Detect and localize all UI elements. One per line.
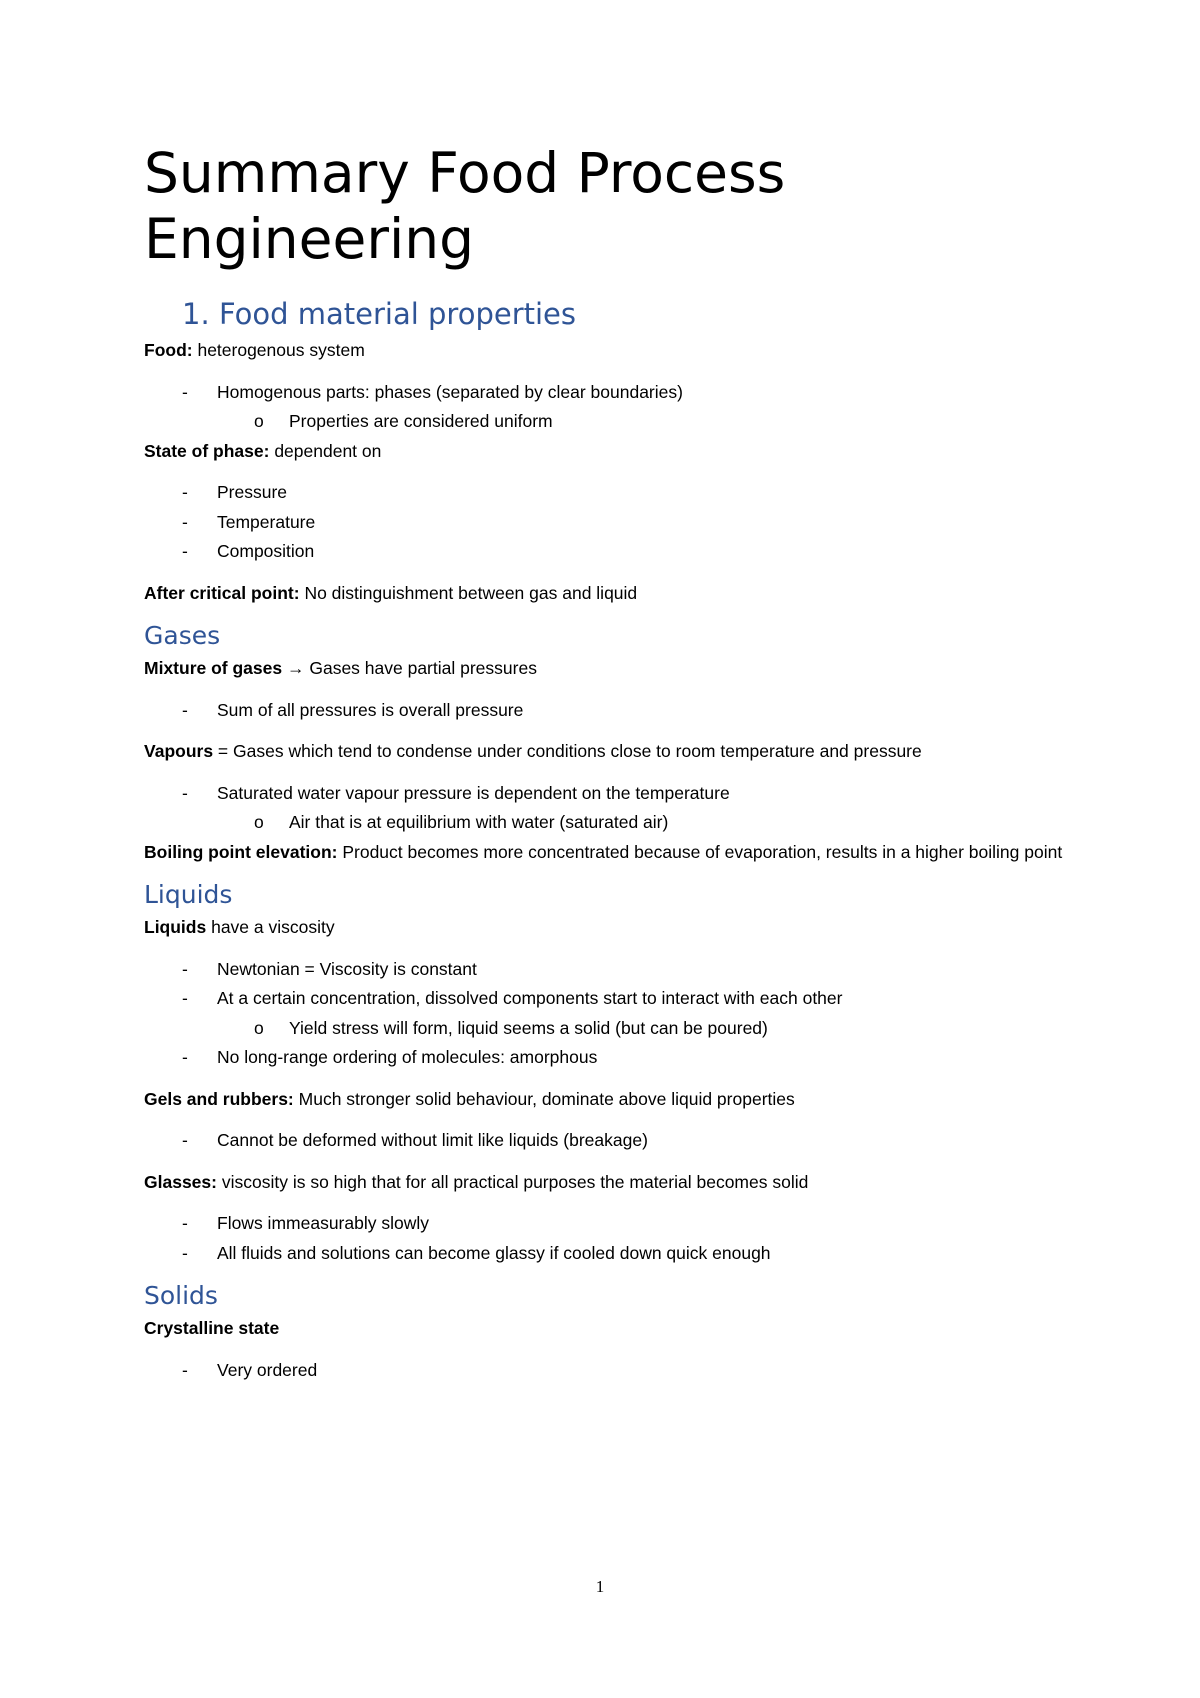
gels-paragraph xyxy=(144,1085,1064,1115)
sub-list-item xyxy=(144,808,1064,838)
section-heading-1 xyxy=(182,296,1064,332)
state-term: State of phase: xyxy=(144,440,270,461)
liquids-paragraph xyxy=(144,913,1064,943)
list-item xyxy=(144,1043,1064,1073)
food-term: Food: xyxy=(144,340,193,360)
list-item xyxy=(144,378,1064,408)
liquids-sublist xyxy=(144,1014,1064,1044)
dash-bullet: - xyxy=(182,541,188,561)
gels-text: Much stronger solid behaviour, dominate above liquid properties xyxy=(293,1088,795,1109)
liquids-list-b xyxy=(144,1043,1064,1073)
list-item-text: Very ordered xyxy=(217,1359,318,1380)
list-item xyxy=(144,984,1064,1014)
dash-bullet: - xyxy=(182,1130,188,1150)
mixture-term: Mixture of gases xyxy=(144,658,283,678)
gases-heading: Gases xyxy=(144,621,221,650)
list-item xyxy=(144,696,1064,726)
solids-heading: Solids xyxy=(144,1281,218,1310)
list-item xyxy=(144,779,1064,809)
page-number: 1 xyxy=(595,1577,605,1596)
glasses-list xyxy=(144,1209,1064,1268)
vapours-sublist xyxy=(144,808,1064,838)
circle-bullet: o xyxy=(254,411,264,431)
list-item-text: No long-range ordering of molecules: amorphous xyxy=(217,1047,598,1067)
list-item xyxy=(144,955,1064,985)
section-label: Food material properties xyxy=(219,297,577,331)
liquids-heading: Liquids xyxy=(144,880,233,909)
mixture-list xyxy=(144,696,1064,726)
boiling-paragraph xyxy=(144,838,1064,868)
mixture-text: Gases have partial pressures xyxy=(304,658,537,678)
vapours-text: = Gases which tend to condense under conditions close to room temperature and pressure xyxy=(213,741,922,761)
dash-bullet: - xyxy=(182,1047,188,1067)
list-item-text: Newtonian = Viscosity is constant xyxy=(217,958,477,979)
gels-list xyxy=(144,1126,1064,1156)
dash-bullet: - xyxy=(182,511,188,532)
critical-text: No distinguishment between gas and liquid xyxy=(299,582,638,603)
dash-bullet: - xyxy=(182,1359,188,1380)
dash-bullet: - xyxy=(182,381,188,402)
sub-list-item xyxy=(144,407,1064,437)
vapours-term: Vapours xyxy=(144,741,214,761)
dash-bullet: - xyxy=(182,699,188,720)
circle-bullet: o xyxy=(254,812,264,832)
list-item xyxy=(144,537,1064,567)
glasses-paragraph xyxy=(144,1168,1064,1198)
food-paragraph xyxy=(144,336,1064,366)
title-line-1: Summary Food Process xyxy=(144,141,786,205)
glasses-text: viscosity is so high that for all practical purposes the material becomes solid xyxy=(216,1171,809,1192)
list-item xyxy=(144,508,1064,538)
state-paragraph xyxy=(144,437,1064,467)
vapours-paragraph xyxy=(144,737,1064,767)
liquids-term: Liquids xyxy=(144,917,207,937)
boiling-text: Product becomes more concentrated because of evaporation, results in a higher boiling point xyxy=(337,841,1063,862)
critical-paragraph xyxy=(144,579,1064,609)
list-item-text: Homogenous parts: phases (separated by clear boundaries) xyxy=(217,381,683,402)
list-item xyxy=(144,1356,1064,1386)
list-item-text: Flows immeasurably slowly xyxy=(217,1213,429,1233)
vapours-list xyxy=(144,779,1064,809)
dash-bullet: - xyxy=(182,482,188,502)
dash-bullet: - xyxy=(182,1242,188,1263)
food-list xyxy=(144,378,1064,408)
list-item xyxy=(144,1239,1064,1269)
dash-bullet: - xyxy=(182,782,188,803)
solids-list xyxy=(144,1356,1064,1386)
crystalline-term: Crystalline state xyxy=(144,1318,280,1338)
food-text: heterogenous system xyxy=(192,340,365,360)
list-item-text: Composition xyxy=(217,541,315,561)
circle-bullet: o xyxy=(254,1017,264,1038)
crystalline-paragraph xyxy=(144,1314,1064,1344)
sub-list-item xyxy=(144,1014,1064,1044)
arrow-icon: → xyxy=(286,658,305,678)
list-item-text: All fluids and solutions can become glassy if cooled down quick enough xyxy=(217,1242,771,1263)
liquids-text: have a viscosity xyxy=(206,917,335,937)
list-item-text: Cannot be deformed without limit like liquids (breakage) xyxy=(217,1130,648,1150)
list-item-text: Saturated water vapour pressure is dependent on the temperature xyxy=(217,782,730,803)
sub-list-item-text: Yield stress will form, liquid seems a solid (but can be poured) xyxy=(289,1017,768,1038)
list-item-text: Pressure xyxy=(217,482,288,502)
list-item-text: At a certain concentration, dissolved components start to interact with each other xyxy=(217,988,843,1008)
boiling-term: Boiling point elevation: xyxy=(144,841,338,862)
list-item xyxy=(144,1209,1064,1239)
sub-list-item-text: Air that is at equilibrium with water (saturated air) xyxy=(289,812,669,832)
list-item-text: Temperature xyxy=(217,511,316,532)
critical-term: After critical point: xyxy=(144,582,300,603)
food-sublist-items xyxy=(144,407,1064,437)
list-item xyxy=(144,1126,1064,1156)
dash-bullet: - xyxy=(182,958,188,979)
section-number: 1. xyxy=(182,297,210,331)
liquids-list-a xyxy=(144,955,1064,1014)
dash-bullet: - xyxy=(182,988,188,1008)
state-text: dependent on xyxy=(269,440,382,461)
document-page xyxy=(144,140,1064,1397)
mixture-paragraph xyxy=(144,654,1064,684)
glasses-term: Glasses: xyxy=(144,1171,217,1192)
gels-term: Gels and rubbers: xyxy=(144,1088,294,1109)
state-list xyxy=(144,478,1064,567)
list-item xyxy=(144,478,1064,508)
title-line-2: Engineering xyxy=(144,207,474,271)
list-item-text: Sum of all pressures is overall pressure xyxy=(217,699,524,720)
document-title xyxy=(144,140,1064,272)
sub-list-item-text: Properties are considered uniform xyxy=(289,411,553,431)
dash-bullet: - xyxy=(182,1213,188,1233)
